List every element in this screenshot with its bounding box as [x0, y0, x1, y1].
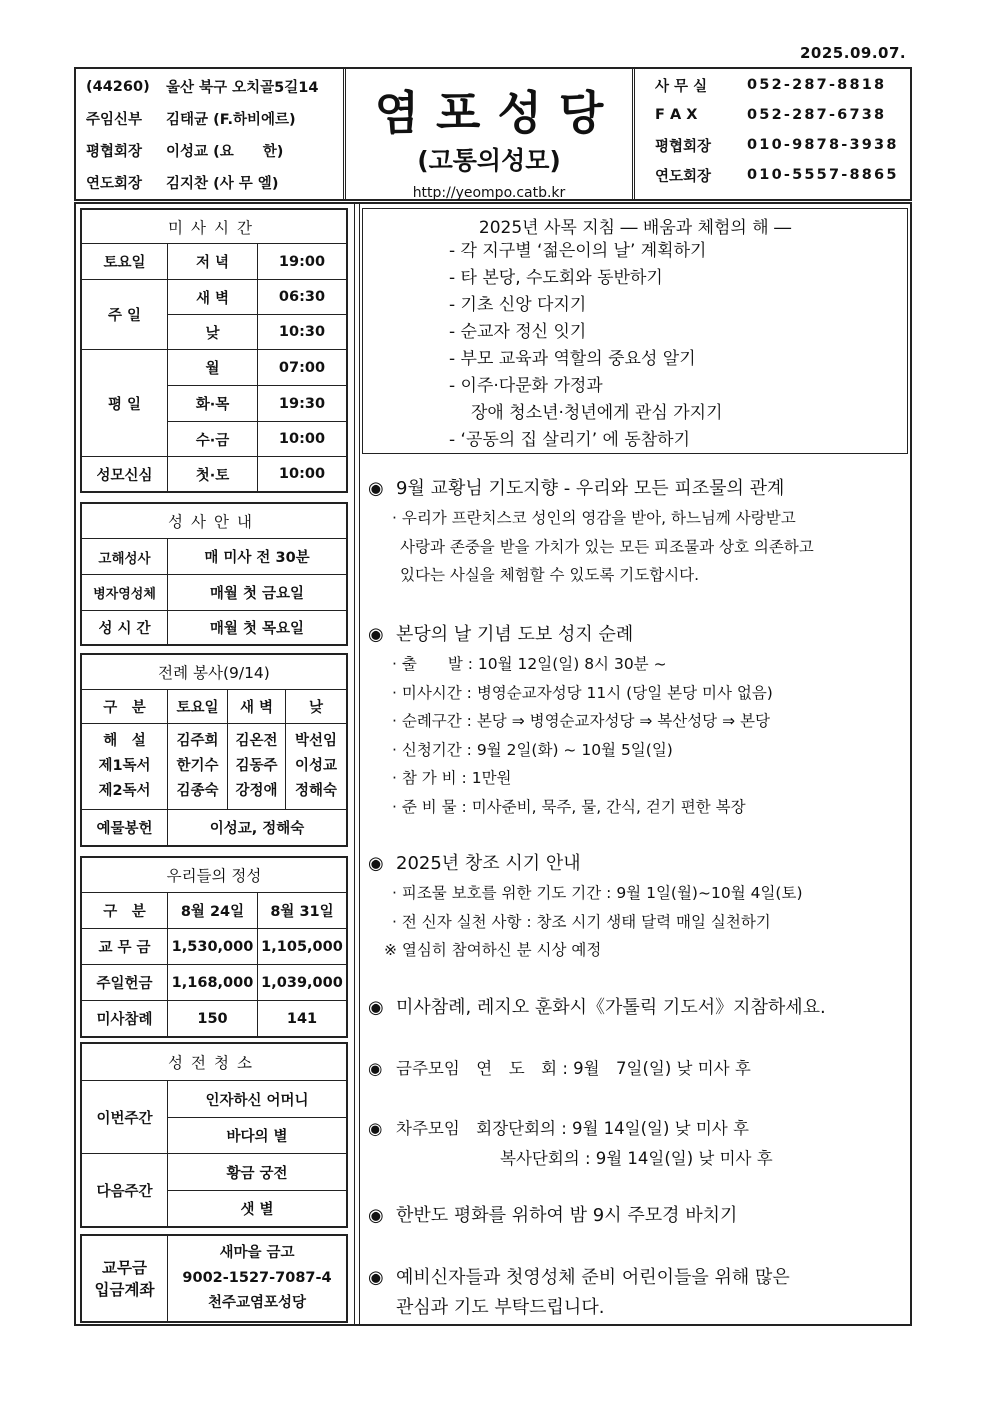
offering-value: 1,168,000	[168, 965, 258, 1001]
offering-row-label: 교 무 금	[82, 929, 168, 965]
contact-label: F A X	[655, 107, 698, 123]
offering-label: 예물봉헌	[82, 810, 168, 846]
contact-number: 052-287-6738	[747, 107, 887, 123]
bullet-icon: ◉	[368, 997, 384, 1018]
creation-line: · 전 신자 실천 사항 : 창조 시기 생태 달력 매일 실천하기	[392, 912, 771, 931]
catechumen-heading	[368, 1263, 908, 1293]
offering-names: 이성교, 정해숙	[168, 810, 347, 846]
offering-title: 우리들의 정성	[82, 858, 347, 893]
account-label: 교무금 입금계좌	[82, 1236, 168, 1322]
sacrament-label: 병자영성체	[82, 575, 168, 611]
liturgy-head: 새 벽	[228, 690, 286, 724]
prayer-heading	[368, 474, 908, 504]
offering-value: 141	[258, 1001, 347, 1037]
cleaning-next-week-label: 다음주간	[82, 1154, 168, 1227]
offering-value: 1,530,000	[168, 929, 258, 965]
header-address-row	[76, 72, 343, 101]
next-week-heading	[368, 1114, 908, 1144]
catechumen-text-2: 관심과 기도 부탁드립니다.	[396, 1297, 605, 1318]
prayer-line: 사랑과 존중을 받을 가치가 있는 모든 피조물과 상호 의존하고	[400, 537, 814, 556]
yeondo-label: 연도회장	[86, 176, 143, 192]
contact-office	[635, 71, 910, 99]
pilgrimage-line: · 준 비 물 : 미사준비, 묵주, 물, 간식, 걷기 편한 복장	[392, 797, 746, 816]
mass-day: 토요일	[82, 244, 168, 280]
pastoral-item: - 순교자 정신 잇기	[449, 322, 587, 342]
offering-head: 8월 31일	[258, 893, 347, 929]
pilgrimage-line: · 출 발 : 10월 12일(일) 8시 30분 ~	[392, 655, 667, 673]
mass-times-box	[80, 208, 348, 493]
mass-time: 19:30	[258, 386, 347, 422]
header-council-row	[76, 136, 343, 165]
mass-time: 07:00	[258, 350, 347, 386]
bullet-icon: ◉	[368, 1119, 383, 1138]
contact-number: 010-5557-8865	[747, 167, 899, 183]
sacrament-box	[80, 502, 348, 646]
creation-season-section	[368, 849, 908, 964]
account-table	[81, 1235, 347, 1322]
mass-slot: 저 녁	[168, 244, 258, 280]
bullet-icon: ◉	[368, 1205, 384, 1226]
pastor-name: 김태균 (F.하비에르)	[166, 112, 296, 128]
pastoral-item: - 기초 신앙 다지기	[449, 295, 587, 315]
pastor-label: 주임신부	[86, 112, 143, 128]
offering-value: 1,039,000	[258, 965, 347, 1001]
sacrament-value: 매월 첫 목요일	[168, 611, 347, 645]
mass-slot: 화·목	[168, 386, 258, 422]
offering-box	[80, 856, 348, 1038]
postal-code: (44260)	[86, 78, 150, 95]
offering-head: 구 분	[82, 893, 168, 929]
bullet-icon: ◉	[368, 478, 384, 499]
peace-text: 한반도 평화를 위하여 밤 9시 주모경 바치기	[396, 1205, 738, 1226]
contact-fax	[635, 101, 910, 129]
pastoral-item: 장애 청소년·청년에게 관심 가지기	[471, 403, 723, 423]
cleaning-group: 황금 궁전	[168, 1154, 347, 1191]
bulletin-date: 2025.09.07.	[800, 44, 907, 62]
account-box	[80, 1234, 348, 1323]
next-week-text: 차주모임 회장단회의 : 9월 14일(일) 낮 미사 후	[396, 1119, 749, 1138]
offering-value: 1,105,000	[258, 929, 347, 965]
creation-heading	[368, 849, 908, 879]
sacrament-label: 고해성사	[82, 539, 168, 575]
catechumen-notice	[368, 1263, 908, 1323]
next-week-text-2: 복사단회의 : 9월 14일(일) 낮 미사 후	[500, 1149, 773, 1168]
bullet-icon: ◉	[368, 1267, 384, 1288]
pilgrimage-line: · 순례구간 : 본당 ⇒ 병영순교자성당 ⇒ 복산성당 ⇒ 본당	[392, 712, 770, 730]
bullet-icon: ◉	[368, 853, 384, 874]
mass-time: 10:00	[258, 457, 347, 492]
liturgy-box	[80, 653, 348, 847]
council-label: 평협회장	[86, 144, 143, 160]
address: 울산 북구 오치골5길14	[166, 80, 319, 96]
prayer-title: 9월 교황님 기도지향 - 우리와 모든 피조물의 관계	[396, 478, 785, 499]
creation-note: ※ 열심히 참여하신 분 시상 예정	[384, 941, 602, 959]
liturgy-head: 낮	[286, 690, 347, 724]
catechumen-text: 예비신자들과 첫영성체 준비 어린이들을 위해 많은	[396, 1267, 790, 1288]
bullet-icon: ◉	[368, 624, 384, 645]
pastoral-item: - ‘공동의 집 살리기’ 에 동참하기	[449, 430, 691, 450]
liturgy-head: 토요일	[168, 690, 228, 724]
cleaning-group: 바다의 별	[168, 1118, 347, 1154]
bullet-icon: ◉	[368, 1059, 383, 1078]
cleaning-title: 성전청소	[82, 1044, 347, 1081]
sacrament-table	[81, 503, 347, 645]
pilgrimage-heading	[368, 620, 908, 650]
this-week-text: 금주모임 연 도 회 : 9월 7일(일) 낮 미사 후	[396, 1059, 751, 1078]
contact-yeondo	[635, 161, 910, 189]
prayer-line: 있다는 사실을 체험할 수 있도록 기도합시다.	[400, 566, 700, 584]
mass-day: 주 일	[82, 280, 168, 350]
cleaning-group: 샛 별	[168, 1191, 347, 1227]
pilgrimage-line: · 신청기간 : 9월 2일(화) ~ 10월 5일(일)	[392, 740, 673, 759]
mass-day: 평 일	[82, 350, 168, 457]
offering-table	[81, 857, 347, 1037]
liturgy-roles: 해 설 제1독서 제2독서	[82, 724, 168, 810]
contact-label: 사 무 실	[655, 78, 708, 95]
liturgy-dawn: 김온전 김동주 강정애	[228, 724, 286, 810]
header-yeondo-row	[76, 168, 343, 197]
contact-label: 평협회장	[655, 138, 712, 155]
offering-head: 8월 24일	[168, 893, 258, 929]
this-week-heading	[368, 1054, 908, 1084]
offering-row-label: 미사참례	[82, 1001, 168, 1037]
pastoral-title: 2025년 사목 지침 ― 배움과 체험의 해 ―	[478, 218, 792, 238]
mass-slot: 첫·토	[168, 457, 258, 492]
mass-day: 성모신심	[82, 457, 168, 492]
account-details: 새마을 금고 9002-1527-7087-4 천주교염포성당	[168, 1236, 347, 1322]
pilgrimage-line: · 미사시간 : 병영순교자성당 11시 (당일 본당 미사 없음)	[392, 683, 773, 702]
prayer-book-notice	[368, 993, 908, 1023]
liturgy-saturday: 김주희 한기수 김종숙	[168, 724, 228, 810]
mass-slot: 월	[168, 350, 258, 386]
church-title: 염포성당	[374, 86, 621, 140]
pastoral-item: - 타 본당, 수도회와 동반하기	[449, 268, 663, 288]
mass-time: 10:00	[258, 422, 347, 457]
sacrament-title: 성사안내	[82, 504, 347, 539]
peace-heading	[368, 1201, 908, 1231]
header-left-info	[76, 69, 346, 199]
creation-line: · 피조물 보호를 위한 기도 기간 : 9월 1일(월)~10월 4일(토)	[392, 884, 803, 902]
contact-label: 연도회장	[655, 168, 712, 185]
contact-number: 052-287-8818	[747, 77, 887, 93]
prayer-book-heading	[368, 993, 908, 1023]
liturgy-title: 전례 봉사(9/14)	[82, 655, 347, 690]
sacrament-value: 매 미사 전 30분	[168, 539, 347, 575]
offering-row-label: 주일헌금	[82, 965, 168, 1001]
yeondo-name: 김지찬 (사 무 엘)	[166, 176, 279, 192]
header-center	[346, 69, 632, 199]
mass-time: 06:30	[258, 280, 347, 315]
mass-slot: 낮	[168, 315, 258, 350]
cleaning-this-week-label: 이번주간	[82, 1081, 168, 1154]
next-week-meeting	[368, 1114, 908, 1174]
mass-slot: 수·금	[168, 422, 258, 457]
creation-title: 2025년 창조 시기 안내	[396, 853, 581, 874]
pilgrimage-line: · 참 가 비 : 1만원	[392, 769, 512, 787]
mass-time: 19:00	[258, 244, 347, 280]
cleaning-box	[80, 1042, 348, 1228]
this-week-meeting	[368, 1054, 908, 1084]
column-divider	[354, 204, 360, 1324]
prayer-intention-section	[368, 474, 908, 590]
body-frame	[74, 202, 912, 1326]
pilgrimage-section	[368, 620, 908, 821]
cleaning-table	[81, 1043, 347, 1227]
contact-council	[635, 131, 910, 159]
peace-prayer-notice	[368, 1201, 908, 1231]
header	[74, 67, 912, 201]
pastoral-item: - 각 지구별 ‘젊은이의 날’ 계획하기	[449, 241, 707, 261]
church-subtitle: (고통의성모)	[417, 146, 561, 175]
mass-times-table	[81, 209, 347, 492]
mass-times-title: 미사시간	[82, 210, 347, 244]
sacrament-label: 성 시 간	[82, 611, 168, 645]
sacrament-value: 매월 첫 금요일	[168, 575, 347, 611]
council-name: 이성교 (요 한)	[166, 144, 284, 160]
pastoral-item: - 이주·다문화 가정과	[449, 376, 603, 396]
mass-time: 10:30	[258, 315, 347, 350]
liturgy-table	[81, 654, 347, 846]
header-pastor-row	[76, 104, 343, 133]
prayer-book-text: 미사참례, 레지오 훈화시《가톨릭 기도서》지참하세요.	[396, 997, 826, 1018]
pastoral-item: - 부모 교육과 역할의 중요성 알기	[449, 349, 696, 369]
prayer-line: · 우리가 프란치스코 성인의 영감을 받아, 하느님께 사랑받고	[392, 509, 796, 527]
header-contacts	[632, 69, 910, 199]
contact-number: 010-9878-3938	[747, 137, 899, 153]
offering-value: 150	[168, 1001, 258, 1037]
pastoral-guideline-box	[362, 208, 908, 454]
church-url[interactable]: http://yeompo.catb.kr	[412, 185, 566, 201]
cleaning-group: 인자하신 어머니	[168, 1081, 347, 1118]
pilgrimage-title: 본당의 날 기념 도보 성지 순례	[396, 624, 634, 645]
liturgy-head: 구 분	[82, 690, 168, 724]
liturgy-noon: 박선임 이성교 정해숙	[286, 724, 347, 810]
mass-slot: 새 벽	[168, 280, 258, 315]
